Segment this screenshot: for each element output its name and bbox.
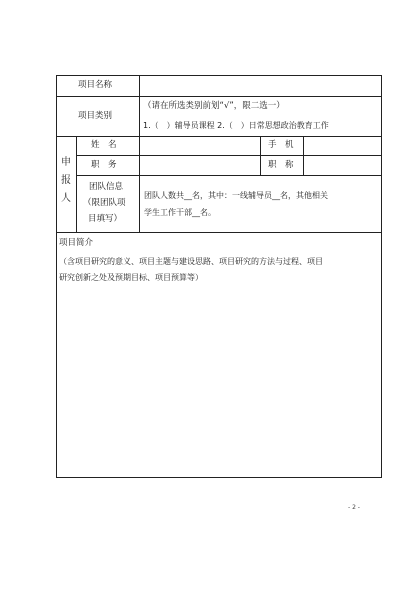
table-bottom-border: [56, 477, 382, 478]
project-category-label: 项目类别: [78, 111, 113, 121]
phone-field[interactable]: [304, 137, 381, 155]
position-field[interactable]: [140, 156, 260, 175]
team-info-label-1: 团队信息: [89, 182, 124, 192]
row-divider-name: [56, 96, 382, 97]
applicant-char-2: 报: [61, 175, 71, 186]
intro-text-2: 研究创新之处及预期目标、项目预算等）: [59, 273, 203, 282]
position-label: 职 务: [91, 160, 117, 170]
applicant-column-divider: [76, 136, 77, 233]
applicant-label: [59, 154, 73, 208]
title-field[interactable]: [304, 156, 381, 175]
team-info-label-2: （限团队项: [83, 198, 126, 208]
phone-label-left-divider: [260, 136, 261, 176]
page-number: - 2 -: [348, 504, 360, 511]
team-info-text-2[interactable]: 学生工作干部__名。: [144, 208, 216, 217]
applicant-char-1: 申: [61, 157, 71, 168]
category-instruction: （请在所选类别前划“√”，限二选一）: [143, 101, 285, 111]
project-name-field[interactable]: [140, 76, 381, 96]
applicant-char-3: 人: [61, 193, 71, 204]
team-info-label-3: 目填写）: [88, 214, 123, 224]
intro-content-area[interactable]: [57, 288, 381, 476]
team-info-text-1[interactable]: 团队人数共__名，其中：一线辅导员__名，其他相关: [144, 191, 328, 200]
row-divider-position: [76, 175, 382, 176]
category-options[interactable]: 1.（ ）辅导员课程 2.（ ）日常思想政治教育工作: [143, 121, 329, 130]
title-label: 职 称: [268, 160, 294, 170]
project-name-label: 项目名称: [78, 80, 113, 90]
row-divider-team: [56, 232, 382, 233]
name-field[interactable]: [140, 137, 260, 155]
phone-label: 手 机: [268, 140, 294, 150]
table-right-border: [381, 75, 382, 478]
intro-heading: 项目简介: [59, 238, 94, 248]
name-label: 姓 名: [91, 140, 117, 150]
intro-text-1: （含项目研究的意义、项目主题与建设思路、项目研究的方法与过程、项目: [59, 257, 323, 266]
